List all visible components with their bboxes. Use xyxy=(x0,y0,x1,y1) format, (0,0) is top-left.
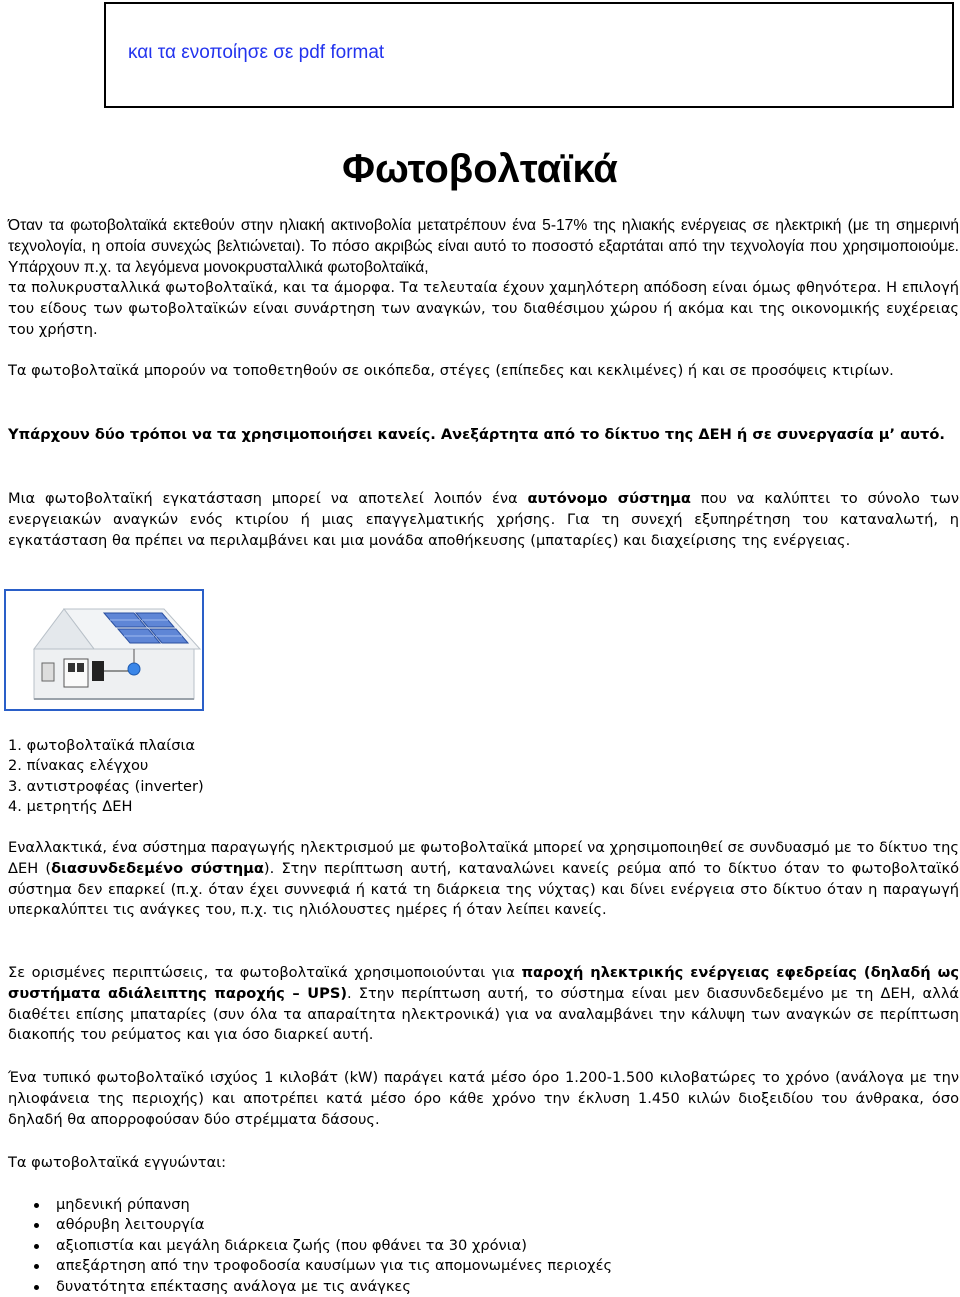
paragraph-intro-part2-text: τα πολυκρυσταλλικά φωτοβολταϊκά, και τα άμορφα. Τα τελευταία έχουν χαμηλότερη απόδοση είναι όμως φθηνότερα. Η επιλογή του είδους των φωτοβολταϊκών είναι συνάρτηση των αναγκών, του διαθέσιμου χώρου ή ακόμα και της οικονομικής ευχέρειας του χρήστη. xyxy=(8,279,959,338)
paragraph-autonomous xyxy=(8,489,959,551)
two-ways-text: Υπάρχουν δύο τρόποι να τα χρησιμοποιήσει κανείς. Ανεξάρτητα από το δίκτυο της ΔΕΗ ή σε συνεργασία μ’ αυτό. xyxy=(8,426,945,443)
list-item: μηδενική ρύπανση xyxy=(30,1195,612,1215)
ups-pre: Σε ορισμένες περιπτώσεις, τα φωτοβολταϊκά χρησιμοποιούνται για xyxy=(8,964,522,981)
paragraph-grid-connected xyxy=(8,838,959,921)
list-item: αξιοπιστία και μεγάλη διάρκεια ζωής (που φθάνει τα 30 χρόνια) xyxy=(30,1236,612,1256)
pv-house-illustration xyxy=(4,589,204,711)
autonomous-pre: Μια φωτοβολταϊκή εγκατάσταση μπορεί να αποτελεί λοιπόν ένα xyxy=(8,490,528,507)
inverter xyxy=(92,661,104,681)
house-wall xyxy=(34,649,194,699)
list-item: αθόρυβη λειτουργία xyxy=(30,1215,612,1235)
control-panel xyxy=(64,659,88,687)
page-title: Φωτοβολταϊκά xyxy=(342,147,618,191)
autonomous-bold: αυτόνομο σύστημα xyxy=(527,490,691,507)
grid-post: ). Στην περίπτωση αυτή, καταναλώνει κανείς ρεύμα από το δίκτυο όταν το φωτοβολταϊκό σύστημα δεν επαρκεί (π.χ. όταν έχει συννεφιά ή κατά τη διάρκεια της νύχτας) και δίνει ενέργεια στο δίκτυο όταν η παραγωγή υπερκαλύπτει τις ανάγκες του, π.χ. τις ηλιόλουστες ημέρες ή όταν λείπει κανείς. xyxy=(8,859,959,919)
autonomous-post: που να καλύπτει το σύνολο των ενεργειακών αναγκών ενός κτιρίου ή μιας επαγγελματικής χρήσης. Για τη συνεχή εξυπηρέτηση του καταναλωτή, η εγκατάσταση θα πρέπει να περιλαμβάνει και μια μονάδα αποθήκευσης (μπαταρίες) και διαχείρισης της ενέργειας. xyxy=(8,490,959,549)
grid-bold: διασυνδεδεμένο σύστημα xyxy=(51,859,264,877)
meter xyxy=(42,663,54,681)
paragraph-typical-output: Ένα τυπικό φωτοβολταϊκό ισχύος 1 κιλοβάτ (kW) παράγει κατά μέσο όρο 1.200-1.500 κιλοβατώρες το χρόνο (ανάλογα με την ηλιοφάνεια της περιοχής) και αποτρέπει κατά μέσο όρο κάθε χρόνο την έκλυση 1.450 κιλών διοξειδίου του άνθρακα, όσο δηλαδή θα απορροφούσαν δύο στρέμματα δάσους. xyxy=(8,1069,959,1128)
paragraph-intro-part1: Όταν τα φωτοβολταϊκά εκτεθούν στην ηλιακή ακτινοβολία μετατρέπουν ένα 5-17% της ηλιακής ενέργειας σε ηλεκτρική (με τη σημερινή τεχνολογία, η οποία συνεχώς βελτιώνεται). Το πόσο ακριβώς είναι αυτό το ποσοστό εξαρτάται από την τεχνολογία που χρησιμοποιούμε. Υπάρχουν π.χ. τα λεγόμενα μονοκρυσταλλικά φωτοβολταϊκά, xyxy=(8,217,959,276)
house-diagram xyxy=(4,589,204,711)
benefits-list xyxy=(30,1195,612,1297)
list-item: 4. μετρητής ΔΕΗ xyxy=(8,798,133,816)
banner-text: και τα ενοποίησε σε pdf format xyxy=(128,42,385,63)
paragraph-intro-part2 xyxy=(8,278,959,340)
ups-post: . Στην περίπτωση αυτή, το σύστημα είναι μεν διασυνδεδεμένο με τη ΔΕΗ, αλλά διαθέτει επίσης μπαταρίες (συν όλα τα απαραίτητα ηλεκτρονικά) για να αναλαμβάνει την κάλυψη των αναγκών σε περίπτωση διακοπής του ρεύματος και για όσο διαρκεί αυτή. xyxy=(8,984,959,1044)
pdf-banner xyxy=(104,2,954,108)
list-item: απεξάρτηση από την τροφοδοσία καυσίμων για τις απομονωμένες περιοχές xyxy=(30,1256,612,1276)
paragraph-guarantees: Τα φωτοβολταϊκά εγγυώνται: xyxy=(8,1154,227,1171)
light-bulb xyxy=(128,663,140,675)
ups-bold: παροχή ηλεκτρικής ενέργειας εφεδρείας (δηλαδή ως συστήματα αδιάλειπτης παροχής – UPS) xyxy=(8,964,959,1002)
list-item: 1. φωτοβολταϊκά πλαίσια xyxy=(8,737,195,754)
list-item: 2. πίνακας ελέγχου xyxy=(8,757,149,775)
paragraph-placement: Τα φωτοβολταϊκά μπορούν να τοποθετηθούν σε οικόπεδα, στέγες (επίπεδες και κεκλιμένες) ή και σε προσόψεις κτιρίων. xyxy=(8,362,894,379)
paragraph-ups xyxy=(8,963,959,1046)
list-item: 3. αντιστροφέας (inverter) xyxy=(8,777,204,795)
grid-pre: Εναλλακτικά, ένα σύστημα παραγωγής ηλεκτρισμού με φωτοβολταϊκά μπορεί να χρησιμοποιηθεί σε συνδυασμό με το δίκτυο της ΔΕΗ ( xyxy=(8,839,959,877)
list-item: δυνατότητα επέκτασης ανάλογα με τις ανάγκες xyxy=(30,1277,612,1297)
components-list xyxy=(8,736,204,818)
paragraph-two-ways xyxy=(8,425,959,446)
